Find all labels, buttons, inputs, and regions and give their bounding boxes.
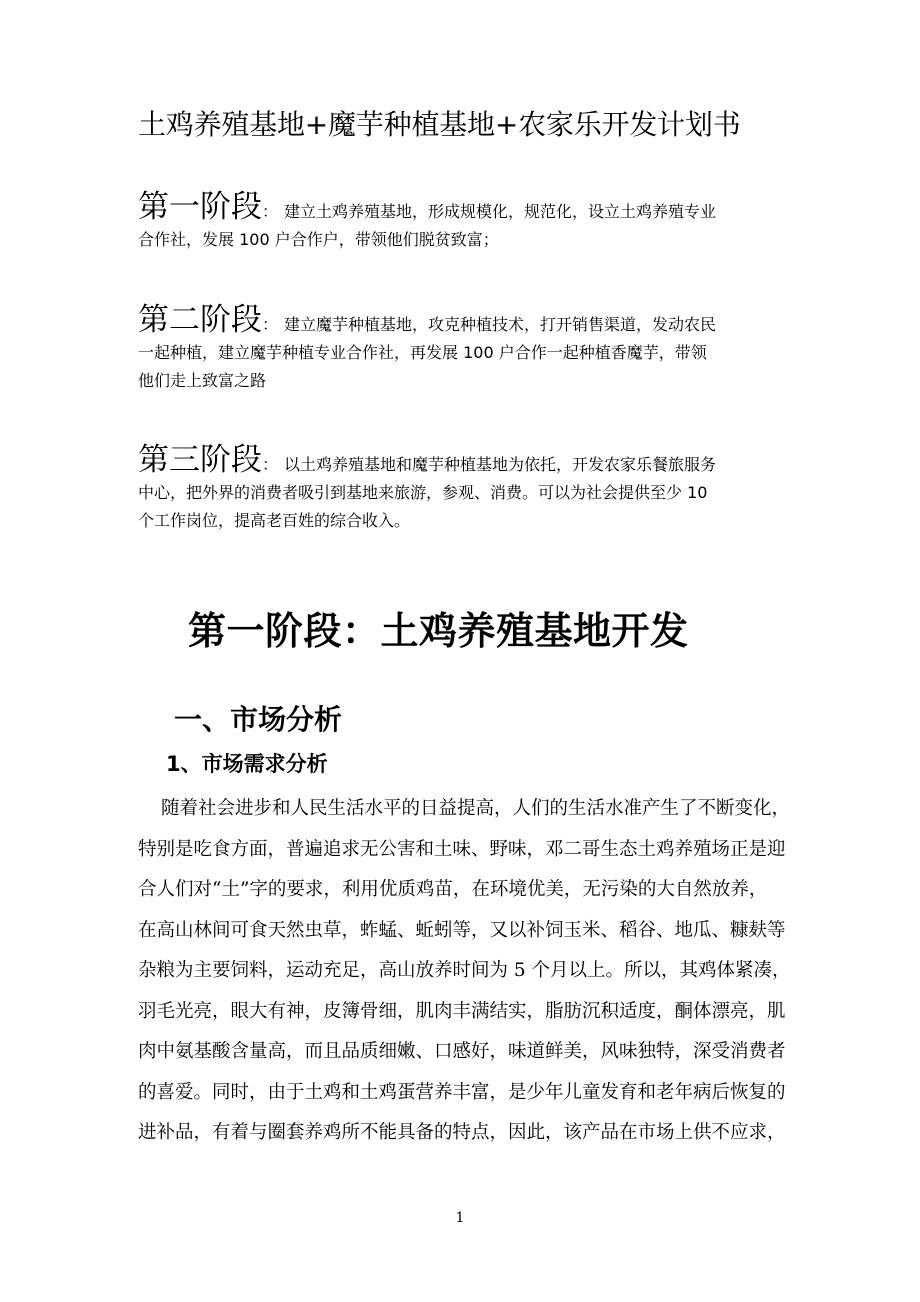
- section-title: 第一阶段：土鸡养殖基地开发: [188, 609, 689, 653]
- paragraph-line: 在高山林间可食天然虫草，蚱蜢、蚯蚓等，又以补饲玉米、稻谷、地瓜、糠麸等: [138, 919, 786, 941]
- document-title: 土鸡养殖基地+魔芋种植基地+农家乐开发计划书: [138, 108, 741, 141]
- stage-one-colon: ：: [262, 202, 279, 221]
- stage-one-label: 第一阶段: [138, 189, 262, 225]
- stage-one-line-2: 合作社，发展 100 户合作户，带领他们脱贫致富；: [138, 230, 499, 249]
- paragraph-line: 随着社会进步和人民生活水平的日益提高，人们的生活水准产生了不断变化，: [161, 798, 791, 819]
- stage-two-label: 第二阶段: [138, 302, 262, 338]
- stage-three-summary: [138, 442, 788, 535]
- stage-three-colon: ：: [262, 455, 279, 474]
- stage-one-summary: [138, 189, 788, 254]
- stage-two-line-1: 建立魔芋种植基地，攻克种植技术，打开销售渠道，发动农民: [284, 315, 717, 334]
- stage-two-summary: [138, 302, 788, 395]
- stage-three-label: 第三阶段: [138, 442, 262, 478]
- heading-market-demand-analysis: 1、市场需求分析: [166, 752, 328, 776]
- stage-two-line-2: 一起种植，建立魔芋种植专业合作社，再发展 100 户合作一起种植香魔芋，带领: [138, 343, 707, 362]
- stage-one-line-1: 建立土鸡养殖基地，形成规模化，规范化，设立土鸡养殖专业: [284, 202, 717, 221]
- market-demand-paragraph: [138, 789, 791, 1154]
- stage-two-colon: ：: [262, 315, 279, 334]
- stage-three-line-3: 个工作岗位，提高老百姓的综合收入。: [138, 511, 411, 530]
- paragraph-line: 羽毛光亮，眼大有神，皮簿骨细，肌肉丰满结实，脂肪沉积适度，酮体漂亮，肌: [138, 1000, 786, 1022]
- paragraph-line: 进补品，有着与圈套养鸡所不能具备的特点，因此，该产品在市场上供不应求，: [138, 1122, 786, 1143]
- paragraph-line: 合人们对“土”字的要求，利用优质鸡苗，在环境优美，无污染的大自然放养，: [138, 879, 768, 900]
- page-number: 1: [455, 1210, 465, 1226]
- paragraph-line: 杂粮为主要饲料，运动充足，高山放养时间为 5 个月以上。所以，其鸡体紧凑，: [138, 960, 791, 981]
- paragraph-line: 肉中氨基酸含量高，而且品质细嫩、口感好，味道鲜美，风味独特，深受消费者: [138, 1041, 786, 1062]
- paragraph-line: 特别是吃食方面，普遍追求无公害和土味、野味，邓二哥生态土鸡养殖场正是迎: [138, 838, 786, 860]
- heading-market-analysis: 一、市场分析: [174, 703, 343, 736]
- stage-three-line-1: 以土鸡养殖基地和魔芋种植基地为依托，开发农家乐餐旅服务: [284, 455, 717, 474]
- paragraph-line: 的喜爱。同时，由于土鸡和土鸡蛋营养丰富，是少年儿童发育和老年病后恢复的: [138, 1081, 786, 1103]
- stage-three-line-2: 中心，把外界的消费者吸引到基地来旅游，参观、消费。可以为社会提供至少 10: [138, 483, 708, 502]
- stage-two-line-3: 他们走上致富之路: [138, 371, 267, 390]
